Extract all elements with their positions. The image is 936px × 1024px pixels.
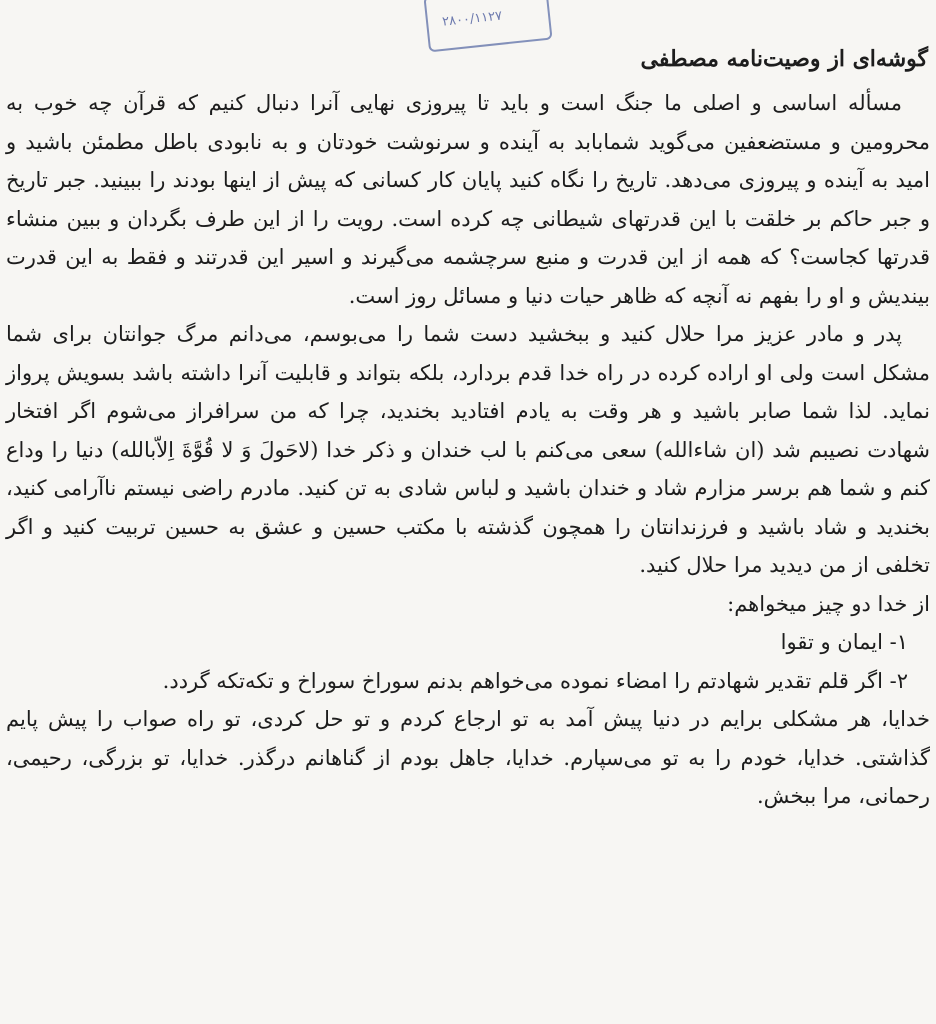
list-intro: از خدا دو چیز میخواهم: (727, 591, 930, 616)
list-item-2: ۲- اگر قلم تقدیر شهادتم را امضاء نموده می‌خواهم بدنم سوراخ سوراخ و تکه‌تکه گردد. (162, 668, 908, 693)
document-page (6, 40, 930, 816)
stamp-text: ۲۸۰۰/۱۱۲۷ (441, 8, 503, 30)
closing-prayer: خدایا، هر مشکلی برایم در دنیا پیش آمد به تو ارجاع کردم و تو حل کردی، تو راه صواب را پیش پایم گذاشتی. خدایا، خودم را به تو می‌سپارم. خدایا، جاهل بودم از گناهانم درگذر. خدایا، تو بزرگی، رحیمی، رحمانی، مرا ببخش. (6, 707, 930, 808)
paragraph-1: مسأله اساسی و اصلی ما جنگ است و باید تا پیروزی نهایی آنرا دنبال کنیم که قرآن چه خوب به محرومین و مستضعفین می‌گوید شمابابد به آینده و سرنوشت خودتان و به نابودی باطل مطمئن باشید و امید به آینده و پیروزی می‌دهد. تاریخ را نگاه کنید پایان کار کسانی که پیش از اینها بودند را ببینید. جبر تاریخ و جبر حاکم بر خلقت با این قدرتهای شیطانی چه کرده است. رویت را از این طرف بگردان و ببین منشاء قدرتها کجاست؟ که همه از این قدرت و منبع سرچشمه می‌گیرند و اسیر این قدرتند و فقط به این قدرت بیندیش و او را بفهم نه آنچه که ظاهر حیات دنیا و مسائل روز است. (6, 91, 930, 308)
list-item-1: ۱- ایمان و تقوا (780, 630, 908, 654)
paragraph-2: پدر و مادر عزیز مرا حلال کنید و ببخشید دست شما را می‌بوسم، می‌دانم مرگ جوانتان برای شما مشکل است ولی او اراده کرده در راه خدا قدم بردارد، بلکه بتواند و قابلیت آنرا داشته باشد بسویش پرواز نماید. لذا شما صابر باشید و هر وقت به یادم افتادید بخندید، چرا که من سرافراز می‌شوم اگر افتخار شهادت نصیبم شد (ان شاءالله) سعی می‌کنم با لب خندان و ذکر خدا (لاحَولَ وَ لا قُوَّةَ اِلاّبالله) دنیا را وداع کنم و شما هم برسر مزارم شاد و خندان باشید و لباس شادی به تن کنید. مادرم راضی نیستم ناآرامی کنید، بخندید و شاد باشید و فرزندانتان را همچون گذشته با مکتب حسین و عشق به حسین تربیت کنید و اگر تخلفی از من دیدید مرا حلال کنید. (6, 322, 930, 577)
document-title: گوشه‌ای از وصیت‌نامه مصطفی (640, 46, 928, 72)
